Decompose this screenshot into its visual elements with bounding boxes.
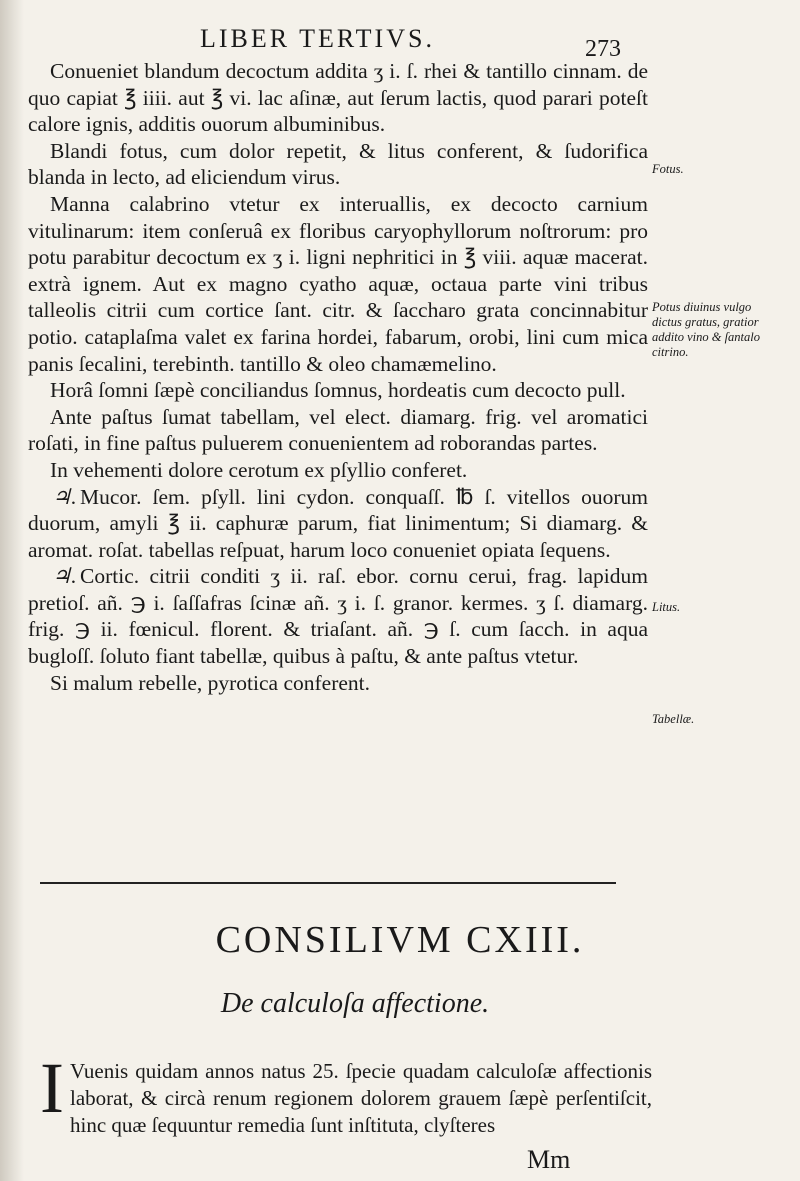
section-divider (40, 882, 616, 884)
paragraph: Manna calabrino vtetur ex interuallis, ex decocto carnium vitulinarum: item conſeruâ ex floribus caryophyllorum noſtrorum: pro potu parabitur decoctum ex ʒ i. ligni nephritici in ℥ viii. aquæ macerat. extrà ignem. Aut ex magno cyatho aquæ, octaua parte vini tribus talleolis citrii cum cortice ſant. citr. & ſaccharo grata concinnabitur potio. cataplaſma valet ex farina hordei, fabarum, orobi, lini cum mica panis ſecalini, terebinth. tantillo & oleo chamæmelino. (28, 191, 648, 376)
paragraph: In vehementi dolore cerotum ex pſyllio conferet. (50, 457, 468, 482)
recipe-symbol: ♃. (52, 564, 77, 589)
recipe (28, 484, 648, 564)
recipe-text: Cortic. citrii conditi ʒ ii. raſ. ebor. cornu cerui, frag. lapidum pretioſ. añ. ℈ i. ſaſſafras ſcinæ añ. ʒ i. ſ. granor. kermes. ʒ ſ. diamarg. frig. ℈ ii. fœnicul. florent. & triaſant. añ. ℈ ſ. cum ſacch. in aqua bugloſſ. ſoluto fiant tabellæ, quibus à paſtu, & ante paſtus vtetur. (28, 564, 648, 669)
paragraph: Ante paſtus ſumat tabellam, vel elect. diamarg. frig. vel aromatici roſati, in fine paſtus puluerem conuenientem ad roborandas partes. (28, 404, 648, 456)
margin-note-litus: Litus. (652, 600, 681, 614)
margin-note-tabellae: Tabellæ. (652, 712, 695, 726)
margin-note-potus: Potus diuinus vulgo dictus gratus, gratior addito vino & ſantalo citrino. (652, 300, 760, 359)
recipe-text: Mucor. ſem. pſyll. lini cydon. conquaſſ. ℔ ſ. vitellos ouorum duorum, amyli ℥ ii. caphuræ parum, fiat linimentum; Si diamarg. & aromat. roſat. tabellas reſpuat, harum loco conueniet opiata ſequens. (28, 484, 648, 562)
paragraph: Conueniet blandum decoctum addita ʒ i. ſ. rhei & tantillo cinnam. de quo capiat ℥ iiii. aut ℥ vi. lac aſinæ, aut ſerum lactis, quod parari poteſt calore ignis, additis ouorum albuminibus. (28, 59, 648, 137)
paragraph: Blandi fotus, cum dolor repetit, & litus conferent, & ſudorifica blanda in lecto, ad eliciendum virus. (28, 138, 648, 190)
margin-note-fotus: Fotus. (652, 162, 684, 176)
opening-text: Vuenis quidam annos natus 25. ſpecie quadam calculoſæ affectionis laborat, & circà renum regionem dolorem grauem ſæpè perſentiſcit, hinc quæ ſequuntur remedia ſunt inſtituta, clyſteres (69, 1059, 652, 1137)
page-number: 273 (585, 36, 621, 62)
closing-line: Si malum rebelle, pyrotica conferent. (50, 670, 370, 695)
drop-cap: I (40, 1048, 64, 1128)
recipe-symbol: ♃. (52, 484, 77, 509)
recipe (28, 563, 648, 669)
consilium-title: CONSILIVM CXIII. (215, 919, 585, 961)
body-text (28, 58, 648, 696)
running-title: LIBER TERTIVS. (200, 24, 435, 53)
running-head (0, 20, 800, 60)
opening-paragraph (40, 1048, 652, 1139)
paragraph: Horâ ſomni ſæpè conciliandus ſomnus, hordeatis cum decocto pull. (50, 378, 626, 403)
consilium-subtitle: De calculoſa affectione. (220, 988, 490, 1019)
catchword: Mm (527, 1145, 571, 1174)
